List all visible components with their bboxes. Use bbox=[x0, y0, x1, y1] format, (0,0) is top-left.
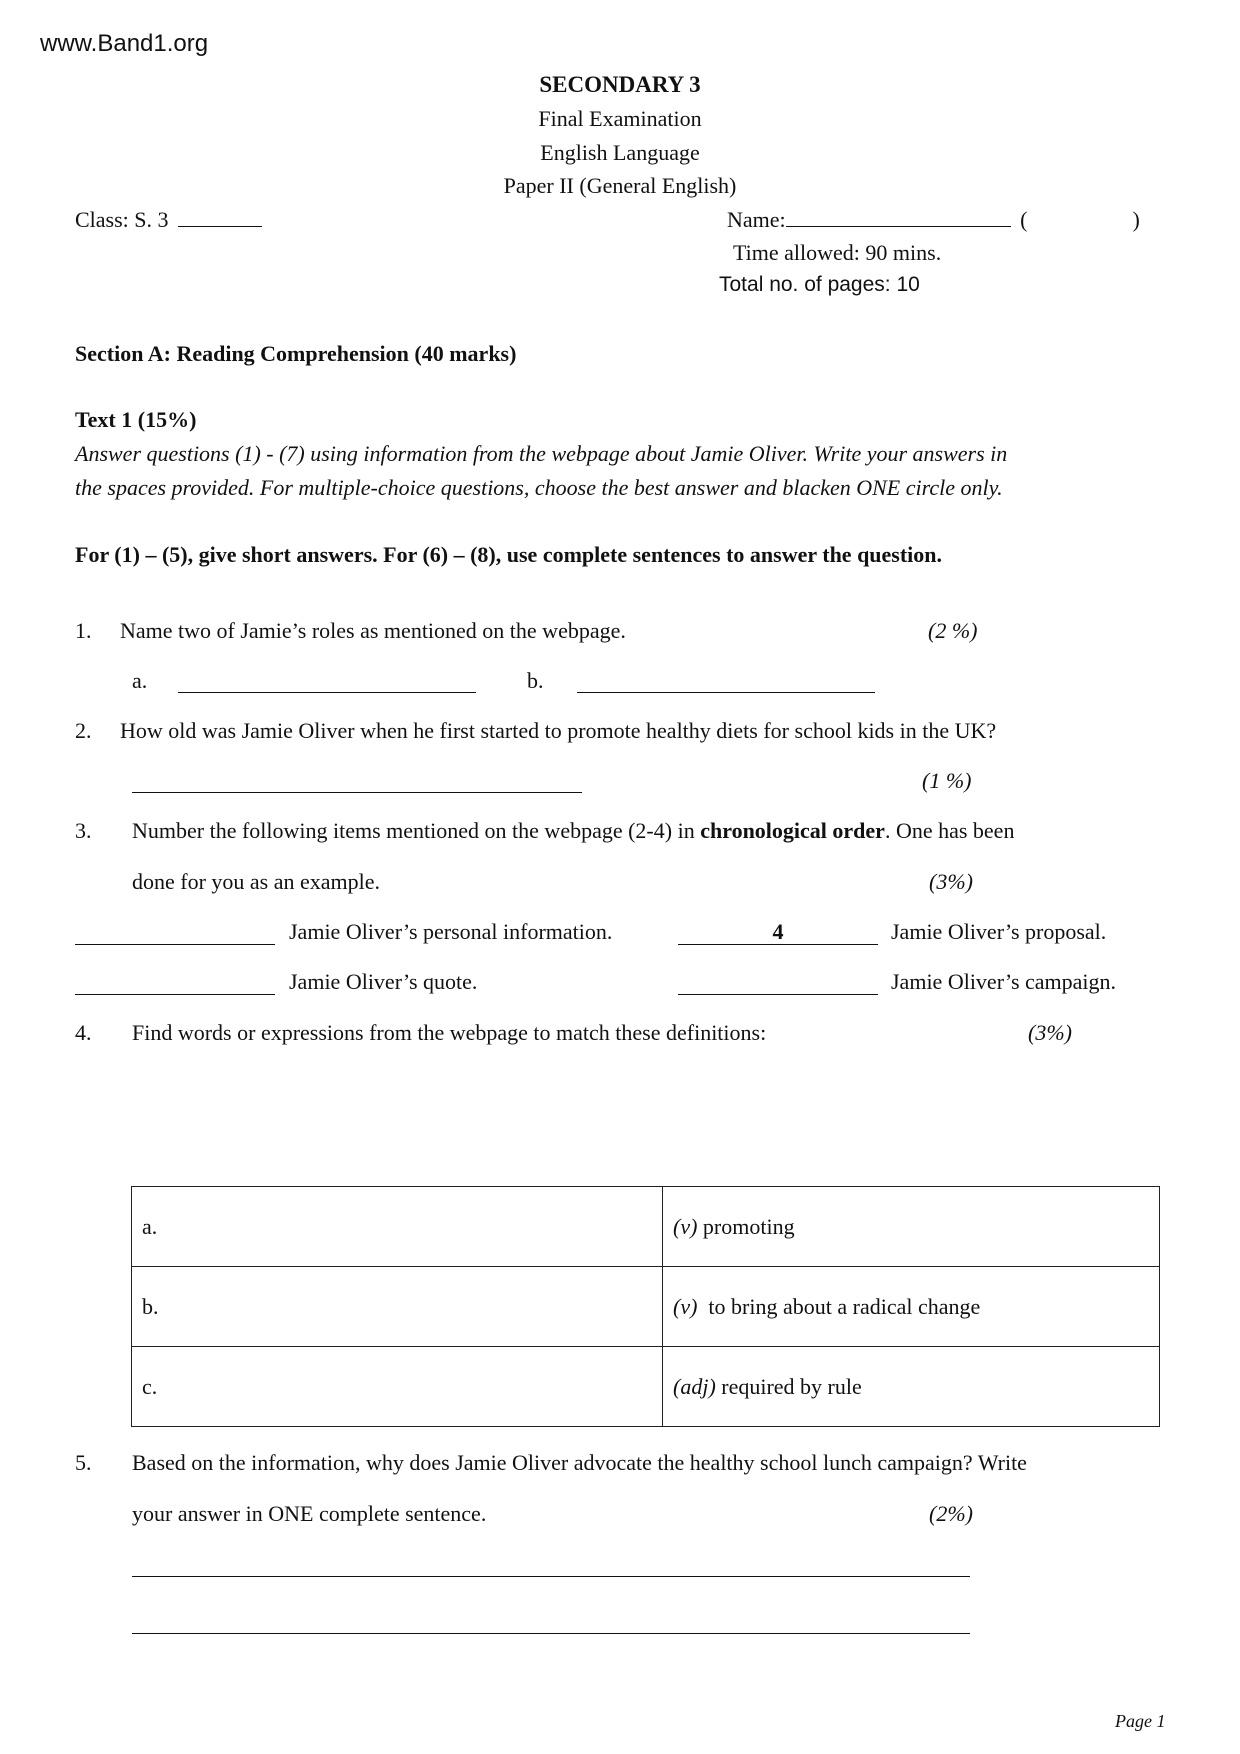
definition-cell bbox=[663, 1187, 1160, 1267]
total-pages: Total no. of pages: 10 bbox=[719, 273, 920, 296]
q1-option-b-label: b. bbox=[527, 668, 544, 693]
exam-paper: Paper II (General English) bbox=[503, 173, 737, 198]
q5-marks: (2%) bbox=[929, 1501, 973, 1526]
q1-marks: (2 %) bbox=[928, 618, 978, 643]
exam-subject: English Language bbox=[540, 140, 700, 165]
name-blank[interactable] bbox=[786, 226, 1011, 227]
table-row bbox=[132, 1187, 1160, 1267]
q5-text-line-2: your answer in ONE complete sentence. bbox=[132, 1501, 487, 1526]
part-of-speech: (adj) bbox=[673, 1373, 716, 1399]
answer-cell-b[interactable] bbox=[132, 1267, 663, 1347]
q2-number: 2. bbox=[75, 718, 92, 743]
row-letter: c. bbox=[142, 1373, 158, 1399]
q2-answer[interactable] bbox=[132, 792, 582, 793]
q3-item-3-label: Jamie Oliver’s quote. bbox=[289, 969, 478, 994]
section-title: Section A: Reading Comprehension (40 marks) bbox=[75, 341, 517, 366]
q3-item-2-example-answer: 4 bbox=[772, 919, 784, 944]
part-of-speech: (v) bbox=[673, 1213, 698, 1239]
definition-cell bbox=[663, 1267, 1160, 1347]
q2-text: How old was Jamie Oliver when he first started to promote healthy diets for school kids in the UK? bbox=[120, 718, 997, 743]
q1-text: Name two of Jamie’s roles as mentioned on the webpage. bbox=[120, 618, 626, 643]
definition-text: promoting bbox=[697, 1213, 795, 1239]
q3-text-bold: chronological order bbox=[700, 818, 885, 843]
q1-answer-a[interactable] bbox=[178, 692, 476, 693]
q3-item-3-answer[interactable] bbox=[75, 994, 275, 995]
exam-level: SECONDARY 3 bbox=[539, 72, 701, 97]
time-allowed: Time allowed: 90 mins. bbox=[733, 240, 942, 265]
q3-text-before: Number the following items mentioned on the webpage (2-4) in bbox=[132, 818, 701, 843]
q3-text-after: . One has been bbox=[884, 818, 1015, 843]
answer-cell-a[interactable] bbox=[132, 1187, 663, 1267]
definition-cell bbox=[663, 1347, 1160, 1427]
table-row bbox=[132, 1347, 1160, 1427]
table-row bbox=[132, 1267, 1160, 1347]
q3-text bbox=[132, 818, 1014, 844]
class-field[interactable] bbox=[75, 207, 262, 233]
q3-marks: (3%) bbox=[929, 869, 973, 894]
q1-number: 1. bbox=[75, 618, 92, 643]
part-of-speech: (v) bbox=[673, 1293, 698, 1319]
row-letter: a. bbox=[142, 1213, 158, 1239]
q5-answer-line-1[interactable] bbox=[132, 1576, 970, 1577]
q3-item-4-answer[interactable] bbox=[678, 994, 878, 995]
page-number: Page 1 bbox=[1115, 1711, 1166, 1731]
class-label: Class: S. 3 bbox=[75, 207, 169, 232]
q1-answer-b[interactable] bbox=[577, 692, 875, 693]
name-field[interactable] bbox=[727, 207, 1140, 233]
index-paren-close: ) bbox=[1132, 207, 1140, 232]
q5-text: Based on the information, why does Jamie Oliver advocate the healthy school lunch campaign? Write bbox=[132, 1450, 1027, 1475]
q3-number: 3. bbox=[75, 818, 92, 843]
q5-answer-line-2[interactable] bbox=[132, 1633, 970, 1634]
row-letter: b. bbox=[142, 1293, 159, 1319]
index-paren-open: ( bbox=[1020, 207, 1028, 232]
q3-item-1-answer[interactable] bbox=[75, 944, 275, 945]
watermark-url: www.Band1.org bbox=[40, 30, 209, 57]
instructions-line-1: Answer questions (1) - (7) using information from the webpage about Jamie Oliver. Write your answers in bbox=[75, 441, 1008, 466]
answer-guide: For (1) – (5), give short answers. For (6) – (8), use complete sentences to answer the question. bbox=[75, 542, 943, 567]
q3-item-1-label: Jamie Oliver’s personal information. bbox=[289, 919, 613, 944]
text-title: Text 1 (15%) bbox=[75, 407, 197, 432]
q5-number: 5. bbox=[75, 1450, 92, 1475]
exam-title: Final Examination bbox=[538, 106, 702, 131]
q3-text-line-2: done for you as an example. bbox=[132, 869, 381, 894]
class-blank[interactable] bbox=[178, 226, 262, 227]
q3-item-4-label: Jamie Oliver’s campaign. bbox=[891, 969, 1117, 994]
answer-cell-c[interactable] bbox=[132, 1347, 663, 1427]
q4-text: Find words or expressions from the webpage to match these definitions: bbox=[132, 1020, 767, 1045]
q4-marks: (3%) bbox=[1028, 1020, 1072, 1045]
name-label: Name: bbox=[727, 207, 786, 232]
definition-text: required by rule bbox=[715, 1373, 862, 1399]
instructions-line-2: the spaces provided. For multiple-choice questions, choose the best answer and blacken ONE circle only. bbox=[75, 475, 1003, 500]
q3-item-2-label: Jamie Oliver’s proposal. bbox=[891, 919, 1107, 944]
definition-text: to bring about a radical change bbox=[697, 1293, 981, 1319]
definitions-table bbox=[131, 1186, 1160, 1427]
q4-number: 4. bbox=[75, 1020, 92, 1045]
q1-option-a-label: a. bbox=[132, 668, 148, 693]
q2-marks: (1 %) bbox=[922, 768, 972, 793]
